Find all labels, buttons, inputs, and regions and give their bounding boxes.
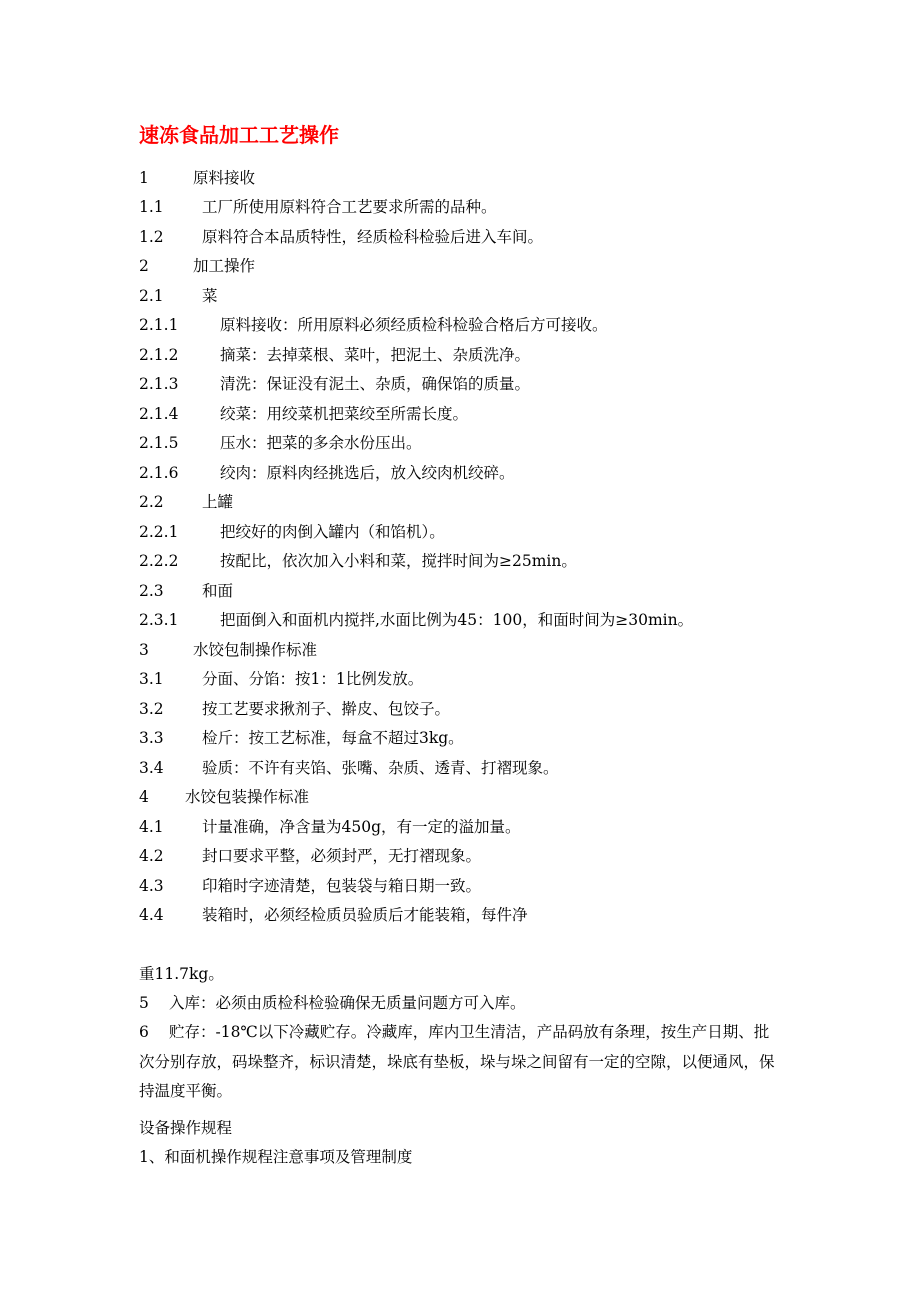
section-text: 水饺包制操作标准 — [193, 641, 318, 659]
section-number: 2.1.4 — [139, 405, 179, 423]
section-2-2-1 — [139, 521, 445, 543]
equipment-item-1: 1、和面机操作规程注意事项及管理制度 — [139, 1148, 413, 1166]
section-2-1-5 — [139, 432, 422, 454]
section-number: 2.3 — [139, 582, 164, 600]
section-2-3-1 — [139, 609, 693, 631]
section-number: 1.1 — [139, 198, 164, 216]
section-text: 装箱时，必须经检质员验质后才能装箱，每件净 — [202, 906, 528, 924]
section-text: 封口要求平整，必须封严，无打褶现象。 — [202, 847, 482, 865]
section-text: 把绞好的肉倒入罐内（和馅机）。 — [220, 523, 445, 541]
section-text: 工厂所使用原料符合工艺要求所需的品种。 — [202, 198, 497, 216]
section-number: 3.2 — [139, 700, 164, 718]
section-2-1-4 — [139, 403, 468, 425]
section-number: 3 — [139, 641, 149, 659]
section-number: 6 — [139, 1023, 149, 1041]
section-text: 压水：把菜的多余水份压出。 — [220, 434, 422, 452]
section-text: 检斤：按工艺标准，每盒不超过3kg。 — [202, 729, 464, 747]
section-1 — [139, 167, 255, 189]
section-2-1-1 — [139, 314, 608, 336]
section-text: 原料符合本品质特性，经质检科检验后进入车间。 — [202, 228, 544, 246]
section-text: 按工艺要求揪剂子、擀皮、包饺子。 — [202, 700, 451, 718]
section-text: 清洗：保证没有泥土、杂质，确保馅的质量。 — [220, 375, 531, 393]
section-2-2-2 — [139, 550, 577, 572]
section-number: 2.3.1 — [139, 611, 179, 629]
section-number: 4.4 — [139, 906, 164, 924]
section-2-1 — [139, 285, 218, 307]
section-number: 4.1 — [139, 818, 164, 836]
section-text: 贮存：-18℃以下冷藏贮存。冷藏库，库内卫生清洁，产品码放有条理，按生产日期、批次分别存放，码垛整齐，标识清楚，垛底有垫板，垛与垛之间留有一定的空隙，以便通风，保持温度平衡。 — [139, 1023, 775, 1100]
section-text: 计量准确，净含量为450g，有一定的溢加量。 — [202, 818, 521, 836]
section-5 — [139, 992, 526, 1014]
section-4-3 — [139, 875, 481, 897]
section-number: 1 — [139, 169, 149, 187]
section-1-1 — [139, 196, 497, 218]
section-number: 1.2 — [139, 228, 164, 246]
section-2-1-6 — [139, 462, 515, 484]
section-number: 4.3 — [139, 877, 164, 895]
section-number: 2.2.2 — [139, 552, 179, 570]
section-number: 2.1.5 — [139, 434, 179, 452]
section-2 — [139, 255, 255, 277]
section-text: 摘菜：去掉菜根、菜叶，把泥土、杂质洗净。 — [220, 346, 531, 364]
section-number: 3.3 — [139, 729, 164, 747]
section-4-1 — [139, 816, 521, 838]
section-4-2 — [139, 845, 481, 867]
section-text: 加工操作 — [193, 257, 256, 275]
section-3 — [139, 639, 317, 661]
section-text: 上罐 — [202, 493, 234, 511]
section-text: 水饺包装操作标准 — [185, 788, 310, 806]
section-number: 3.4 — [139, 759, 164, 777]
equipment-heading: 设备操作规程 — [139, 1119, 233, 1137]
section-6 — [139, 1018, 784, 1107]
section-number: 2.1.1 — [139, 316, 179, 334]
section-text: 绞菜：用绞菜机把菜绞至所需长度。 — [220, 405, 469, 423]
section-text: 入库：必须由质检科检验确保无质量问题方可入库。 — [169, 994, 526, 1012]
section-text: 分面、分馅：按1：1比例发放。 — [202, 670, 424, 688]
section-4-4-continuation: 重11.7kg。 — [139, 965, 224, 983]
document-title: 速冻食品加工工艺操作 — [139, 123, 339, 147]
section-3-4 — [139, 757, 559, 779]
section-1-2 — [139, 226, 543, 248]
section-number: 2.1.3 — [139, 375, 179, 393]
section-text: 验质：不许有夹馅、张嘴、杂质、透青、打褶现象。 — [202, 759, 559, 777]
section-number: 2.1.6 — [139, 464, 179, 482]
section-2-2 — [139, 491, 233, 513]
section-text: 印箱时字迹清楚，包装袋与箱日期一致。 — [202, 877, 482, 895]
section-number: 4 — [139, 788, 149, 806]
section-text: 按配比，依次加入小料和菜，搅拌时间为≥25min。 — [220, 552, 577, 570]
section-text: 绞肉：原料肉经挑选后，放入绞肉机绞碎。 — [220, 464, 515, 482]
section-text: 和面 — [202, 582, 234, 600]
section-number: 2.2.1 — [139, 523, 179, 541]
section-3-1 — [139, 668, 423, 690]
section-4-4 — [139, 904, 528, 926]
section-number: 3.1 — [139, 670, 164, 688]
section-2-1-3 — [139, 373, 530, 395]
section-3-3 — [139, 727, 464, 749]
section-number: 2.2 — [139, 493, 164, 511]
section-number: 2 — [139, 257, 149, 275]
section-number: 2.1.2 — [139, 346, 179, 364]
section-3-2 — [139, 698, 450, 720]
section-number: 5 — [139, 994, 149, 1012]
section-number: 4.2 — [139, 847, 164, 865]
section-2-3 — [139, 580, 233, 602]
section-text: 菜 — [202, 287, 218, 305]
section-text: 原料接收 — [193, 169, 256, 187]
section-4 — [139, 786, 309, 808]
section-text: 把面倒入和面机内搅拌,水面比例为45：100，和面时间为≥30min。 — [220, 611, 694, 629]
section-text: 原料接收：所用原料必须经质检科检验合格后方可接收。 — [220, 316, 608, 334]
section-number: 2.1 — [139, 287, 164, 305]
section-2-1-2 — [139, 344, 530, 366]
